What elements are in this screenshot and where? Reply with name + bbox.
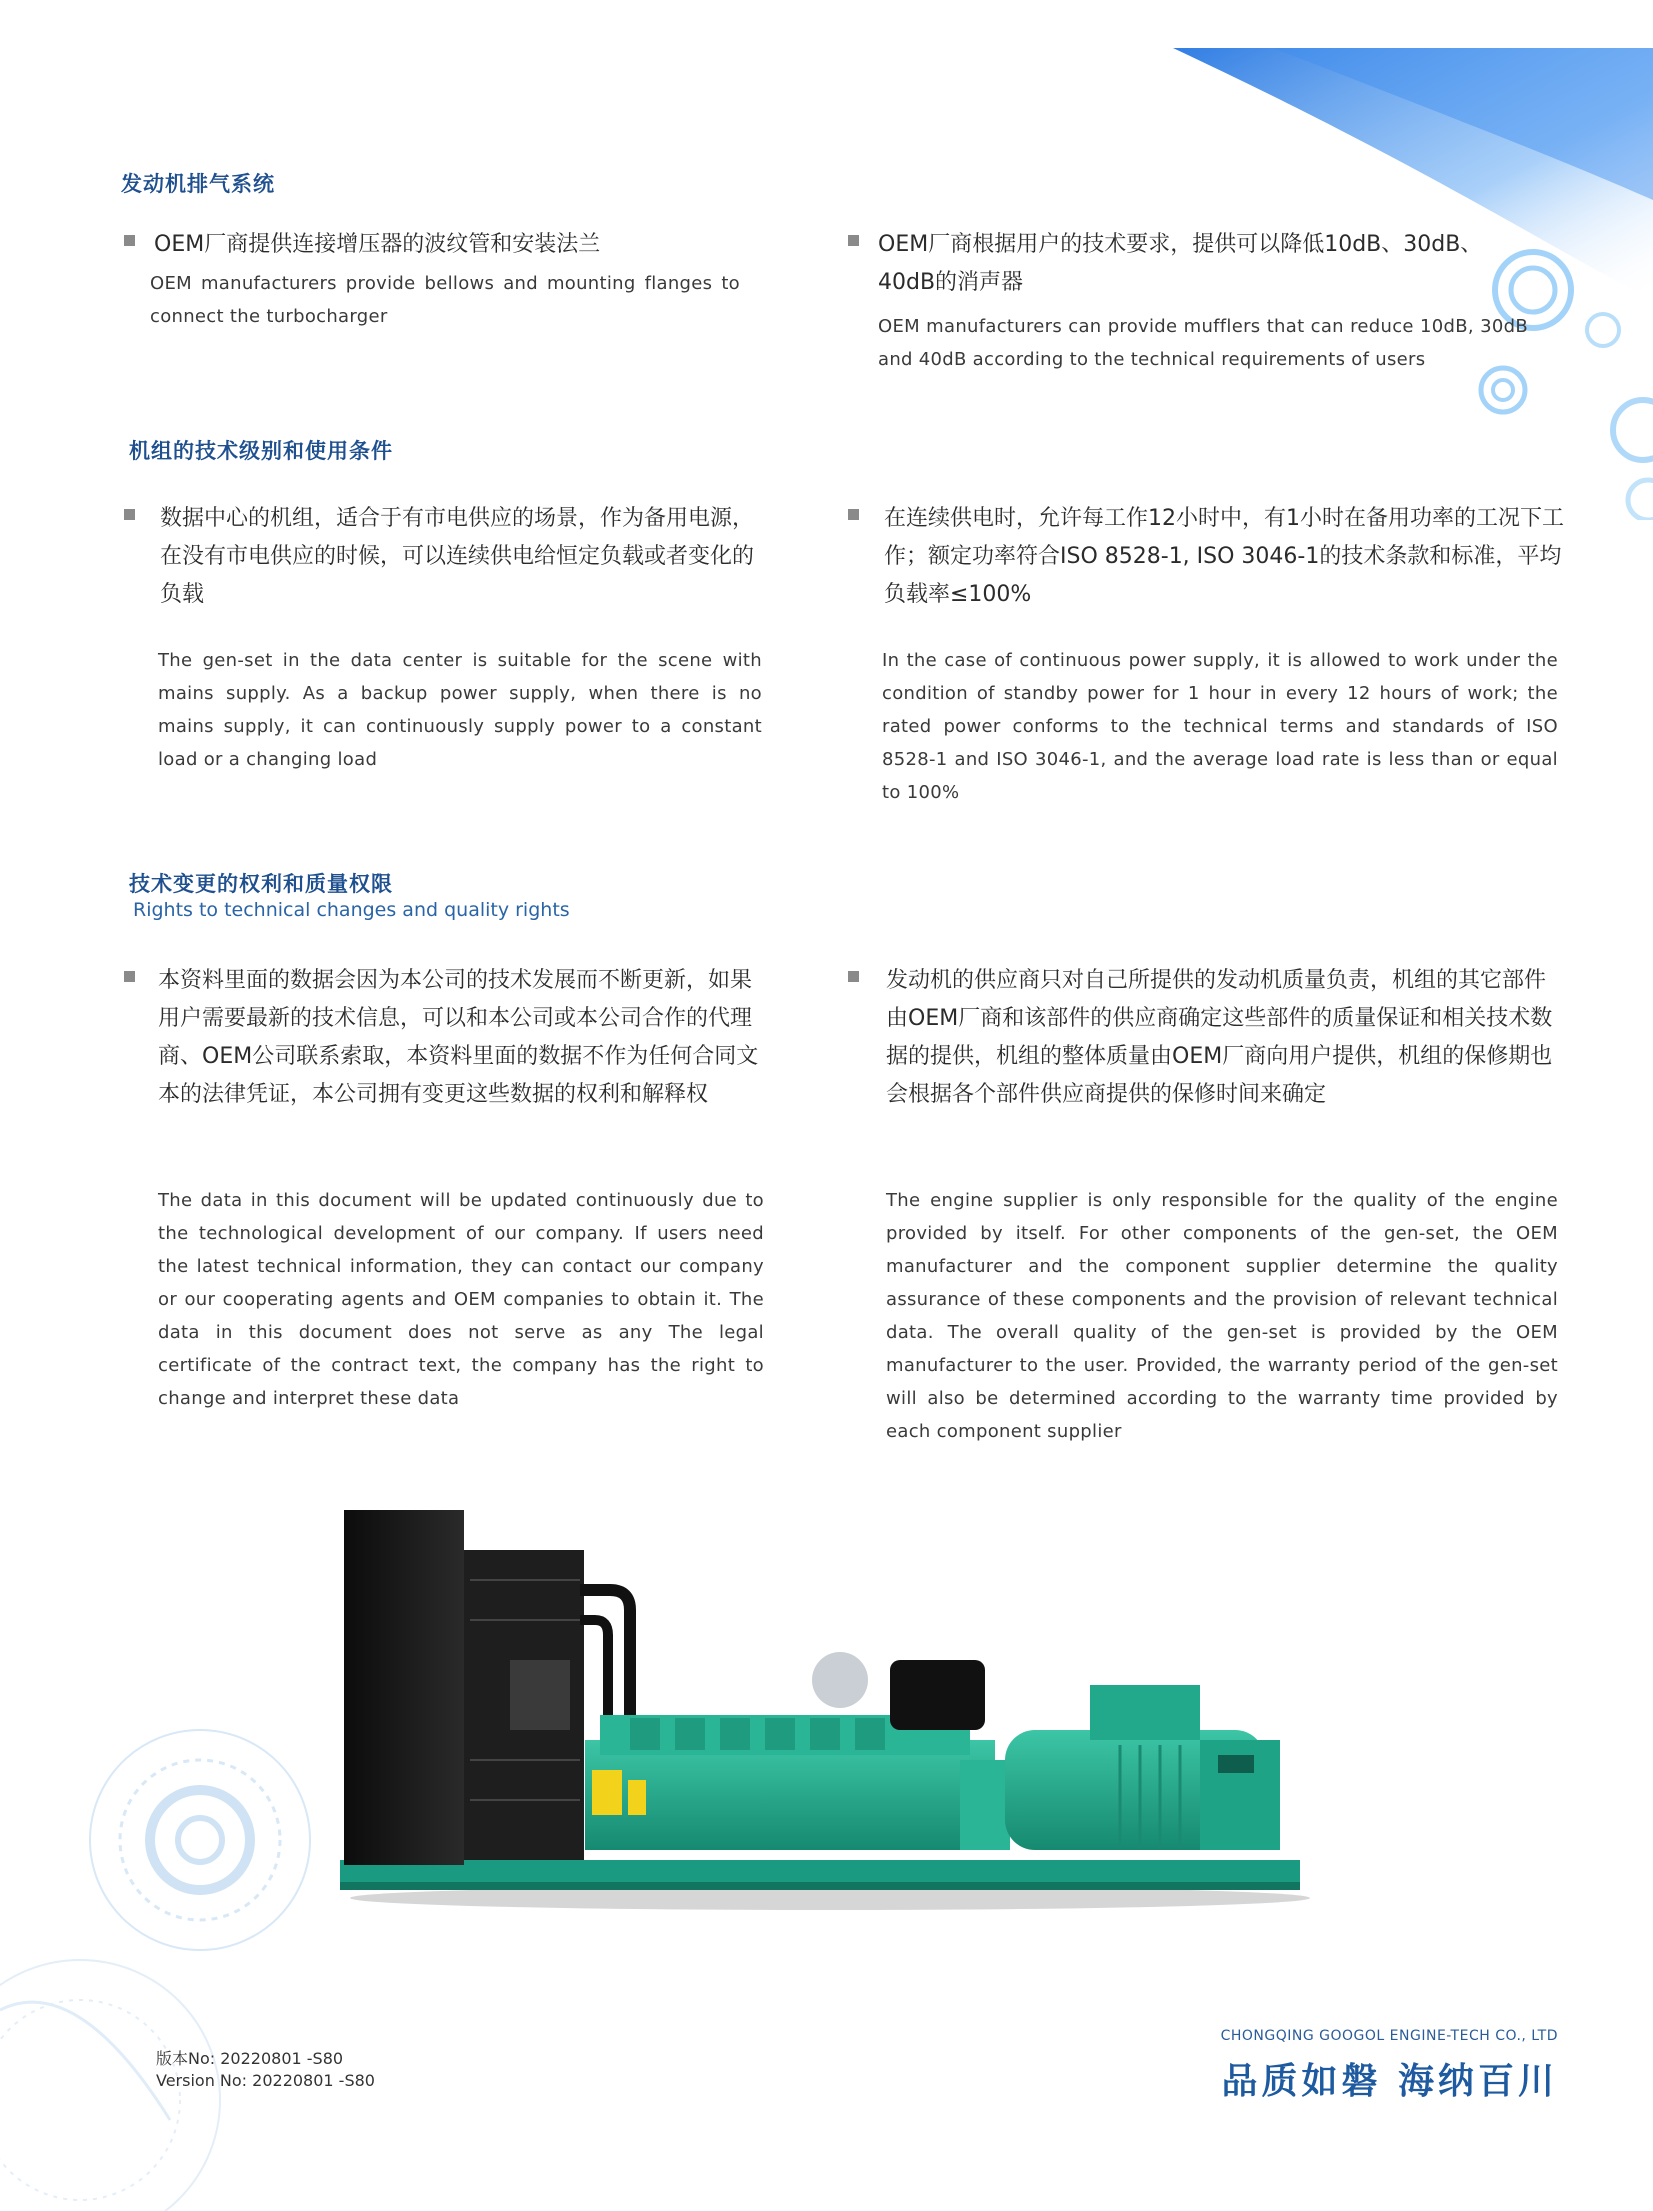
grade-right-item xyxy=(848,500,1568,820)
bullet-square-icon xyxy=(848,235,859,246)
bullet-square-icon xyxy=(124,509,135,520)
exhaust-right-item xyxy=(848,226,1548,386)
grade-right-zh: 在连续供电时，允许每工作12小时中，有1小时在备用功率的工况下工作；额定功率符合ISO 8528-1, ISO 3046-1的技术条款和标准，平均负载率≤100% xyxy=(884,506,1564,607)
version-number-zh: 版本No: 20220801 -S80 xyxy=(156,2049,344,2068)
version-number-en: Version No: 20220801 -S80 xyxy=(156,2071,375,2090)
grade-left-zh: 数据中心的机组，适合于有市电供应的场景，作为备用电源，在没有市电供应的时候，可以连续供电给恒定负载或者变化的负载 xyxy=(160,506,755,607)
bullet-square-icon xyxy=(124,971,135,982)
rights-right-zh: 发动机的供应商只对自己所提供的发动机质量负责，机组的其它部件由OEM厂商和该部件的供应商确定这些部件的质量保证和相关技术数据的提供，机组的整体质量由OEM厂商向用户提供，机组的保修期也会根据各个部件供应商提供的保修时间来确定 xyxy=(886,968,1553,1107)
section-title-rights: 技术变更的权利和质量权限 xyxy=(129,872,393,896)
exhaust-left-zh: OEM厂商提供连接增压器的波纹管和安装法兰 xyxy=(154,232,601,257)
exhaust-right-zh: OEM厂商根据用户的技术要求，提供可以降低10dB、30dB、40dB的消声器 xyxy=(878,232,1483,295)
company-slogan: 品质如磐 海纳百川 xyxy=(1221,2061,1558,2102)
exhaust-left-item xyxy=(124,226,784,346)
grade-right-en: In the case of continuous power supply, it is allowed to work under the condition of standby power for 1 hour in every 12 hours of work; the rated power conforms to the technical terms and standards of ISO 8528-1 and ISO 3046-1, and the average load rate is less than or equal to 100% xyxy=(882,650,1558,803)
rights-right-en: The engine supplier is only responsible for the quality of the engine provided by itself. For other components of the gen-set, the OEM manufacturer and the component supplier determine the quality assurance of these components and the provision of relevant technical data. The overall quality of the gen-set is provided by the OEM manufacturer to the user. Provided, the warranty period of the gen-set will also be determined according to the warranty time provided by each component supplier xyxy=(886,1190,1558,1442)
bullet-square-icon xyxy=(848,971,859,982)
company-name: CHONGQING GOOGOL ENGINE-TECH CO., LTD xyxy=(1220,2028,1558,2044)
section-title-exhaust: 发动机排气系统 xyxy=(121,172,275,196)
grade-left-item xyxy=(124,500,764,800)
bullet-square-icon xyxy=(124,235,135,246)
rights-right-item xyxy=(848,962,1568,1442)
bullet-square-icon xyxy=(848,509,859,520)
rights-left-en: The data in this document will be updated continuously due to the technological development of our company. If users need the latest technical information, they can contact our company or our cooperating agents and OEM companies to obtain it. The data in this document does not serve as any The legal certificate of the contract text, the company has the right to change and interpret these data xyxy=(158,1190,764,1409)
section-subtitle-rights: Rights to technical changes and quality rights xyxy=(133,899,570,921)
generator-set-image xyxy=(330,1490,1320,1920)
exhaust-left-en: OEM manufacturers provide bellows and mounting flanges to connect the turbocharger xyxy=(150,273,740,327)
section-title-grade: 机组的技术级别和使用条件 xyxy=(129,439,393,463)
grade-left-en: The gen-set in the data center is suitable for the scene with mains supply. As a backup power supply, when there is no mains supply, it can continuously supply power to a constant load or a changing load xyxy=(158,650,762,770)
version-info xyxy=(156,2048,375,2092)
exhaust-right-en: OEM manufacturers can provide mufflers that can reduce 10dB, 30dB and 40dB according to the technical requirements of users xyxy=(878,316,1528,370)
rights-left-item xyxy=(124,962,764,1422)
decorative-circles-bottom-left xyxy=(0,1680,360,2211)
rights-left-zh: 本资料里面的数据会因为本公司的技术发展而不断更新，如果用户需要最新的技术信息，可以和本公司或本公司合作的代理商、OEM公司联系索取，本资料里面的数据不作为任何合同文本的法律凭证，本公司拥有变更这些数据的权利和解释权 xyxy=(158,968,759,1107)
